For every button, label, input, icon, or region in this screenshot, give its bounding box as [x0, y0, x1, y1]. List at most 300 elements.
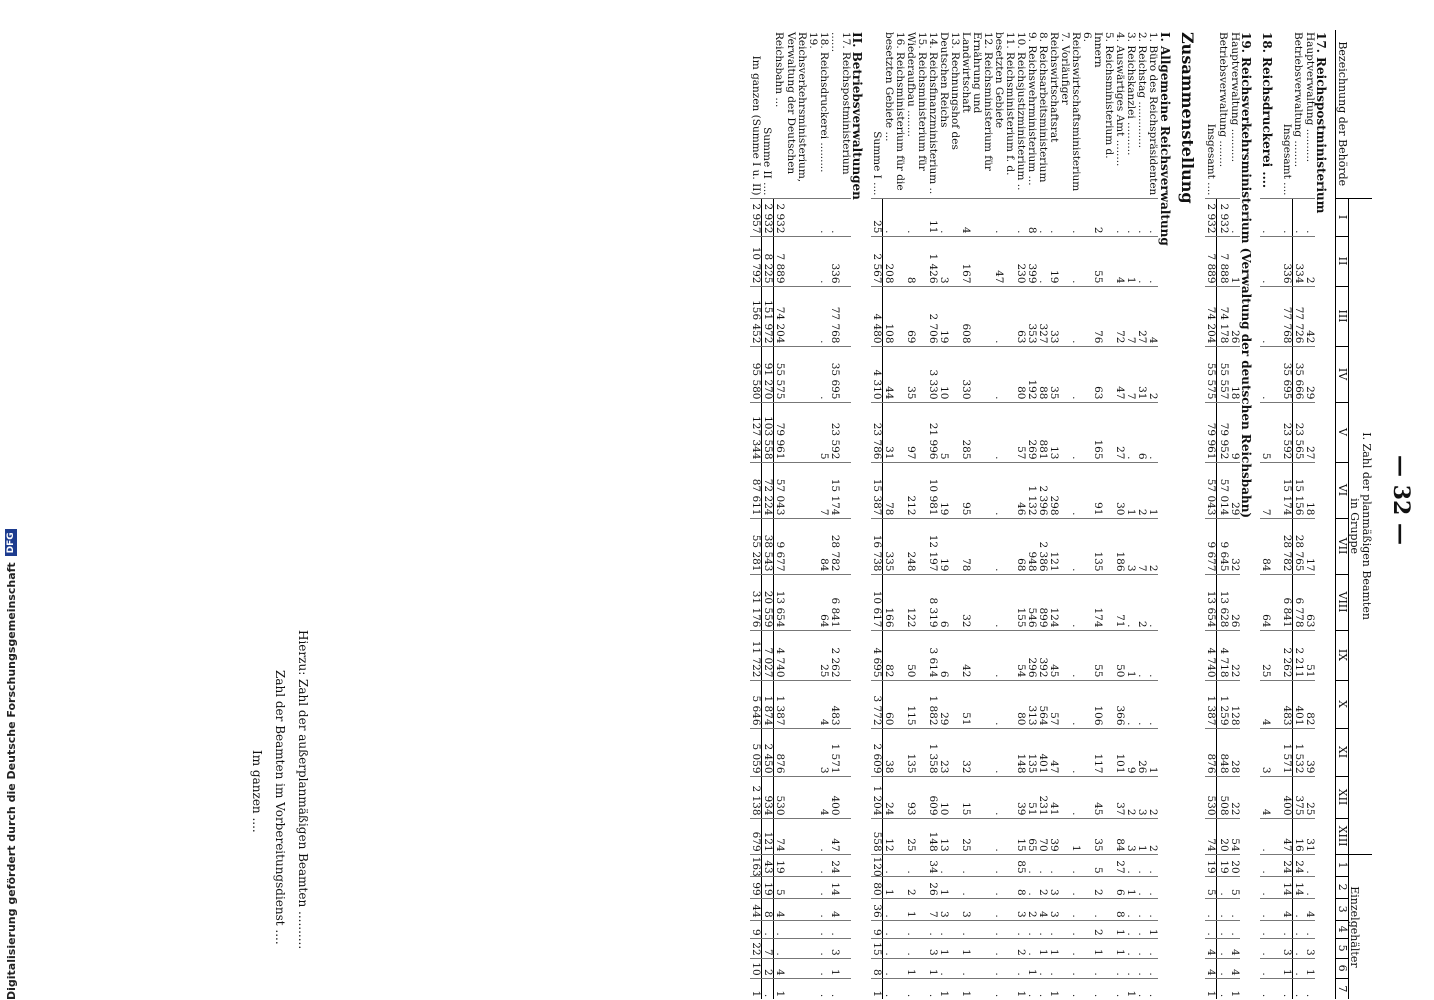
cell-value: 44 [883, 346, 905, 402]
cell-value: 2 [1147, 346, 1158, 402]
cell-value: 8 225 [761, 236, 773, 286]
cell-value: 122 [905, 574, 927, 630]
cell-value: 1 [1114, 938, 1125, 958]
row-label: 10. Reichsjustizministerium .. [1014, 32, 1027, 191]
cell-value: 7 889 [1205, 236, 1217, 286]
cell-value: . [1260, 236, 1281, 286]
cell-value: 7 [1260, 462, 1281, 518]
cell-value: 4 [960, 198, 993, 236]
cell-value: 19 [938, 518, 960, 574]
group-col-header: V [1336, 402, 1349, 462]
cell-value: 57 [1015, 402, 1026, 462]
cell-value: . [761, 920, 773, 938]
cell-value: 99 [750, 876, 762, 898]
cell-value: . [1070, 680, 1092, 728]
cell-value: . [1292, 978, 1304, 999]
cell-value: . [1136, 680, 1147, 728]
cell-value: . [1147, 898, 1158, 920]
cell-value: . [993, 680, 1015, 728]
row-label: I. Allgemeine Reichsverwaltung [1157, 32, 1172, 246]
row-label: 18. Reichsdruckerei ......... [817, 32, 830, 173]
cell-value: 19 [938, 286, 960, 346]
cell-value: 23 592 [829, 402, 851, 462]
cell-value: 10 792 [750, 236, 762, 286]
cell-value: 5 [1229, 876, 1240, 898]
cell-value: 1 [1136, 818, 1147, 854]
cell-value: . [1015, 198, 1026, 236]
cell-value: 36 [871, 898, 883, 920]
cell-value: . [1260, 346, 1281, 402]
row-label: 15. Reichsministerium für Wiederaufbau ........ [904, 32, 928, 171]
cell-value: 32 [1229, 518, 1240, 574]
cell-value: 1 [1147, 920, 1158, 938]
cell-value: 6 [938, 630, 960, 680]
cell-value: 3 [818, 728, 829, 776]
cell-value: 124 [1048, 574, 1070, 630]
page-number: — 32 — [1388, 455, 1414, 545]
cell-value: 3 [1048, 898, 1070, 920]
cell-value: . [993, 198, 1015, 236]
einzel-col-header: 1 [1336, 854, 1349, 876]
table-row [1125, 30, 1136, 999]
cell-value: 2 [761, 958, 773, 978]
cell-value: . [1048, 920, 1070, 938]
cell-value: 1 426 [927, 236, 938, 286]
cell-value: . [993, 286, 1015, 346]
cell-value: 375 [1292, 776, 1304, 818]
cell-value: 3 772 [871, 680, 883, 728]
cell-value: 12 [883, 818, 905, 854]
cell-value: 77 768 [829, 286, 851, 346]
cell-value: 5 646 [750, 680, 762, 728]
cell-value: 55 575 [1205, 346, 1217, 402]
cell-value: 39 [1015, 776, 1026, 818]
cell-value: 148 [1015, 728, 1026, 776]
cell-value: 55 [1092, 236, 1114, 286]
cell-value: . [1070, 402, 1092, 462]
cell-value: . [1304, 198, 1315, 236]
cell-value: . [993, 854, 1015, 876]
cell-value: 2 [1147, 518, 1158, 574]
cell-value: 2 706 [927, 286, 938, 346]
cell-value: 230 [1015, 236, 1026, 286]
section-row [1315, 30, 1336, 999]
row-label: Insgesamt .... [1280, 123, 1293, 196]
cell-value: 22 [1229, 776, 1240, 818]
cell-value: . [818, 818, 829, 854]
cell-value: 3 [1125, 818, 1136, 854]
group-col-header: XIII [1336, 818, 1349, 854]
cell-value: 26 [1229, 574, 1240, 630]
cell-value: 4 [1281, 898, 1293, 920]
cell-value: 84 [1114, 818, 1125, 854]
cell-value: 3 [927, 938, 938, 958]
cell-value: 47 [829, 818, 851, 854]
cell-value: 4 [1260, 776, 1281, 818]
cell-value: 5 [1092, 854, 1114, 876]
cell-value: 564 [1037, 680, 1048, 728]
cell-value: 186 [1114, 518, 1125, 574]
cell-value: 12 197 [927, 518, 938, 574]
cell-value: . [993, 346, 1015, 402]
cell-value: . [905, 854, 927, 876]
cell-value: 115 [905, 680, 927, 728]
row-label: Hauptverwaltung .......... [1228, 32, 1241, 163]
cell-value: 80 [1015, 680, 1026, 728]
cell-value: 208 [883, 236, 905, 286]
cell-value: 5 059 [750, 728, 762, 776]
table-row [1217, 30, 1229, 999]
cell-value: . [1292, 938, 1304, 958]
cell-value: 8 319 [927, 574, 938, 630]
cell-value: 934 [761, 776, 773, 818]
cell-value: 4 [829, 898, 851, 920]
cell-value: . [1304, 876, 1315, 898]
cell-value: 4 [1114, 236, 1125, 286]
cell-value: 27 [1114, 854, 1125, 876]
cell-value: 46 [1015, 462, 1026, 518]
group-col-header: II [1336, 236, 1349, 286]
cell-value: 2 [1092, 876, 1114, 898]
cell-value: 11 [927, 198, 938, 236]
cell-value: . [960, 920, 993, 938]
cell-value: 88 [1037, 346, 1048, 402]
cell-value: . [1136, 876, 1147, 898]
cell-value: . [1147, 978, 1158, 999]
cell-value: . [1147, 680, 1158, 728]
cell-value: 24 [829, 854, 851, 876]
cell-value: 35 695 [829, 346, 851, 402]
cell-value: 1 [1048, 938, 1070, 958]
cell-value: . [1125, 680, 1136, 728]
cell-value: 16 738 [871, 518, 883, 574]
cell-value: 174 [1092, 574, 1114, 630]
cell-value: 2 609 [871, 728, 883, 776]
cell-value: 51 [1304, 630, 1315, 680]
cell-value: 1 [750, 978, 762, 999]
row-label: 8. Reichsarbeitsministerium [1036, 32, 1049, 183]
cell-value: . [1114, 198, 1125, 236]
cell-value: 14 [829, 876, 851, 898]
cell-value: 399 [1026, 236, 1037, 286]
cell-value: 483 [1281, 680, 1293, 728]
cell-value: 101 [1114, 728, 1125, 776]
cell-value: 55 281 [750, 518, 762, 574]
cell-value: 74 204 [773, 286, 817, 346]
cell-value: 2 450 [761, 728, 773, 776]
cell-value: 25 [818, 630, 829, 680]
sum-row [750, 30, 762, 999]
cell-value: . [829, 198, 851, 236]
cell-value: 353 [1026, 286, 1037, 346]
cell-value: 27 [1114, 402, 1125, 462]
cell-value: 51 [1026, 776, 1037, 818]
row-label: 3. Reichskanzlei .......... [1125, 32, 1138, 156]
cell-value: 3 [938, 898, 960, 920]
cell-value: 27 [1136, 286, 1147, 346]
cell-value: 127 344 [750, 402, 762, 462]
cell-value: 1 259 [1217, 680, 1229, 728]
cell-value: 13 [1048, 402, 1070, 462]
cell-value: . [1260, 198, 1281, 236]
cell-value: 20 [1217, 818, 1229, 854]
cell-value: 32 [960, 574, 993, 630]
cell-value: . [818, 938, 829, 958]
footer-line: Im ganzen .... [250, 750, 265, 833]
cell-value: 55 575 [773, 346, 817, 402]
row-label: 11. Reichsministerium f. d. besetzten Gebiete [992, 32, 1016, 176]
row-label: II. Betriebsverwaltungen [850, 32, 865, 200]
cell-value: 28 782 [829, 518, 851, 574]
cell-value: . [1147, 854, 1158, 876]
cell-value: 20 559 [761, 574, 773, 630]
cell-value: 38 [883, 728, 905, 776]
cell-value: . [1037, 978, 1048, 999]
cell-value: . [1260, 920, 1281, 938]
cell-value: 95 580 [750, 346, 762, 402]
cell-value: 1 [1205, 978, 1217, 999]
cell-value: 2 [1147, 776, 1158, 818]
cell-value: 400 [829, 776, 851, 818]
cell-value: . [1048, 198, 1070, 236]
cell-value: 1 [1125, 462, 1136, 518]
cell-value: 33 [1048, 286, 1070, 346]
cell-value: . [829, 978, 851, 999]
cell-value: . [905, 920, 927, 938]
group-col-header: VI [1336, 462, 1349, 518]
cell-value: 7 [1136, 518, 1147, 574]
cell-value: 3 330 [927, 346, 938, 402]
cell-value: . [1147, 236, 1158, 286]
cell-value: 37 [1114, 776, 1125, 818]
cell-value: 121 [761, 818, 773, 854]
cell-value: 19 [1205, 854, 1217, 876]
cell-value: 82 [883, 630, 905, 680]
cell-value: . [1304, 920, 1315, 938]
cell-value: 19 [1217, 854, 1229, 876]
cell-value: 400 [1281, 776, 1293, 818]
cell-value: . [993, 818, 1015, 854]
cell-value: 4 [1260, 680, 1281, 728]
cell-value: . [1281, 920, 1293, 938]
sum-row [1205, 30, 1217, 999]
cell-value: . [883, 854, 905, 876]
cell-value: . [1070, 958, 1092, 978]
group-title: I. Zahl der planmäßigen Beamten [1360, 198, 1372, 854]
cell-value: . [1147, 938, 1158, 958]
table-body [750, 30, 1336, 999]
section-row [1158, 30, 1179, 999]
cell-value: 31 [1136, 346, 1147, 402]
cell-value: 54 [1229, 818, 1240, 854]
cell-value: 9 677 [773, 518, 817, 574]
cell-value: 55 [1092, 630, 1114, 680]
cell-value: 26 [1229, 286, 1240, 346]
cell-value: . [1070, 574, 1092, 630]
cell-value: . [818, 346, 829, 402]
cell-value: 876 [1205, 728, 1217, 776]
cell-value: 2 [905, 876, 927, 898]
cell-value: 2 [1136, 462, 1147, 518]
cell-value: 1 571 [829, 728, 851, 776]
table-header [1336, 30, 1372, 999]
cell-value: . [993, 938, 1015, 958]
row-label: 7. Vorläufiger Reichswirtschaftsrat [1047, 32, 1071, 143]
cell-value: 26 [1136, 728, 1147, 776]
cell-value: 155 [1015, 574, 1026, 630]
cell-value: 4 718 [1217, 630, 1229, 680]
cell-value: . [883, 978, 905, 999]
cell-value: 77 768 [1281, 286, 1293, 346]
cell-value: 10 [938, 346, 960, 402]
cell-value: 5 [938, 402, 960, 462]
cell-value: 74 204 [1205, 286, 1217, 346]
cell-value: . [1070, 876, 1092, 898]
cell-value: 95 [960, 462, 993, 518]
cell-value: . [1114, 978, 1125, 999]
cell-value: 14 [1292, 876, 1304, 898]
cell-value: . [1229, 898, 1240, 920]
cell-value: 4 [1229, 938, 1240, 958]
cell-value: 15 [1015, 818, 1026, 854]
statistics-table [750, 30, 1372, 999]
row-label: Insgesamt .... [1205, 123, 1218, 196]
table-row [883, 30, 905, 999]
cell-value: 1 [1037, 938, 1048, 958]
cell-value: 19 [938, 462, 960, 518]
cell-value: 1 [1229, 236, 1240, 286]
cell-value: 285 [960, 402, 993, 462]
cell-value: 330 [960, 346, 993, 402]
cell-value: 45 [1048, 630, 1070, 680]
cell-value: 1 [883, 876, 905, 898]
cell-value: . [1217, 898, 1229, 920]
cell-value: 334 [1292, 236, 1304, 286]
cell-value: 25 [1304, 776, 1315, 818]
cell-value: . [1092, 898, 1114, 920]
cell-value: . [818, 286, 829, 346]
cell-value: 1 132 [1026, 462, 1037, 518]
cell-value: 32 [960, 728, 993, 776]
row-label: 13. Rechnungshof des Deutschen Reichs [937, 32, 961, 150]
cell-value: 28 782 [1281, 518, 1293, 574]
cell-value: 4 310 [871, 346, 883, 402]
cell-value: 401 [1292, 680, 1304, 728]
cell-value: 546 [1026, 574, 1037, 630]
cell-value: 19 [761, 876, 773, 898]
cell-value: 4 [1229, 958, 1240, 978]
cell-value: 5 [1260, 402, 1281, 462]
cell-value: . [1147, 876, 1158, 898]
cell-value: 47 [993, 236, 1015, 286]
cell-value: 135 [905, 728, 927, 776]
cell-value: 39 [1048, 818, 1070, 854]
einzel-col-header: 3 [1336, 898, 1349, 920]
cell-value: . [1037, 236, 1048, 286]
cell-value: . [993, 898, 1015, 920]
cell-value: 7 [1125, 346, 1136, 402]
cell-value: . [1281, 198, 1293, 236]
cell-value: 72 [1114, 286, 1125, 346]
cell-value: 4 [1205, 938, 1217, 958]
cell-value: 91 270 [761, 346, 773, 402]
row-label: Im ganzen (Summe I u. II) [749, 55, 762, 196]
cell-value: 10 [938, 776, 960, 818]
cell-value: 9 645 [1217, 518, 1229, 574]
cell-value: . [1125, 198, 1136, 236]
cell-value: . [905, 938, 927, 958]
cell-value: 2 [1026, 898, 1037, 920]
cell-value: . [1026, 978, 1037, 999]
cell-value: 296 [1026, 630, 1037, 680]
cell-value: . [1125, 938, 1136, 958]
cell-value: 2 932 [1217, 198, 1229, 236]
einzel-title: Einzelgehälter [1348, 854, 1372, 999]
cell-value: . [1125, 854, 1136, 876]
cell-value: 2 957 [750, 198, 762, 236]
cell-value: 91 [1092, 462, 1114, 518]
cell-value: 1 387 [1205, 680, 1217, 728]
cell-value: 42 [960, 630, 993, 680]
cell-value: . [883, 198, 905, 236]
cell-value: . [1114, 958, 1125, 978]
cell-value: . [1026, 920, 1037, 938]
cell-value: 7 888 [1217, 236, 1229, 286]
cell-value: . [1136, 898, 1147, 920]
cell-value: . [1070, 728, 1092, 776]
cell-value: . [1070, 346, 1092, 402]
einzel-col-header: 2 [1336, 876, 1349, 898]
cell-value: . [1260, 958, 1281, 978]
cell-value: 5 [1205, 876, 1217, 898]
cell-value: . [1070, 898, 1092, 920]
cell-value: . [1147, 630, 1158, 680]
table-row [1147, 30, 1158, 999]
cell-value: 2 932 [1205, 198, 1217, 236]
cell-value: 6 778 [1292, 574, 1304, 630]
cell-value: . [1136, 958, 1147, 978]
cell-value: . [1292, 898, 1304, 920]
row-label: Betriebsverwaltung ........ [1292, 32, 1305, 168]
row-label: 12. Reichsministerium für Ernährung und Landwirtschaft [959, 32, 994, 171]
cell-value: 9 677 [1205, 518, 1217, 574]
cell-value: 22 [750, 938, 762, 958]
cell-value: 18 [1304, 462, 1315, 518]
cell-value: 392 [1037, 630, 1048, 680]
row-label: 17. Reichspostministerium ...... [828, 32, 852, 175]
cell-value: 848 [1217, 728, 1229, 776]
cell-value: . [1136, 198, 1147, 236]
cell-value: 74 178 [1217, 286, 1229, 346]
cell-value: 69 [905, 286, 927, 346]
cell-value: 47 [1114, 346, 1125, 402]
cell-value: 68 [1015, 518, 1026, 574]
row-label: 18. Reichsdruckerei .... [1259, 32, 1274, 189]
cell-value: 30 [1114, 462, 1125, 518]
cell-value: 9 [1229, 402, 1240, 462]
group-col-header: XII [1336, 776, 1349, 818]
cell-value: 2 567 [871, 236, 883, 286]
cell-value: . [993, 630, 1015, 680]
cell-value: 78 [960, 518, 993, 574]
cell-value: . [1037, 854, 1048, 876]
cell-value: . [1070, 462, 1092, 518]
group-col-header: IX [1336, 630, 1349, 680]
cell-value: 679 [750, 818, 762, 854]
cell-value: . [883, 938, 905, 958]
sum-row [1281, 30, 1293, 999]
cell-value: 35 695 [1281, 346, 1293, 402]
